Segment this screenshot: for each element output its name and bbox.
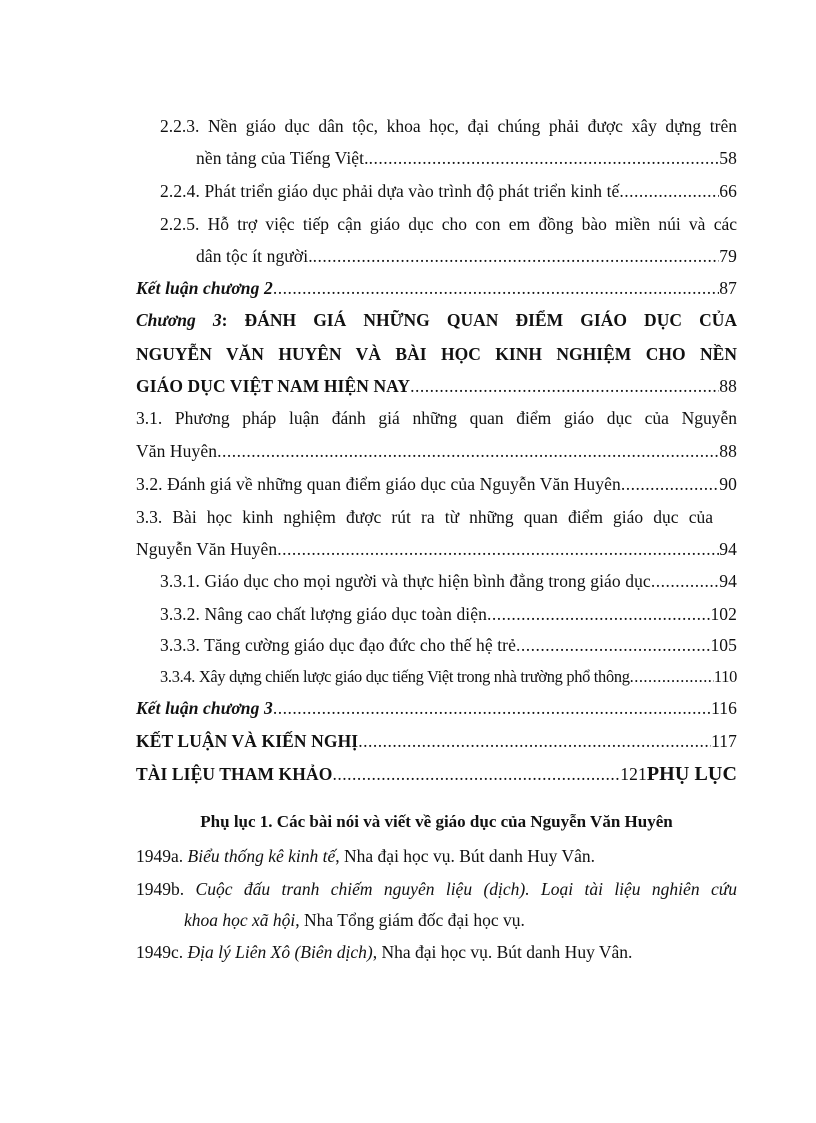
toc-entry-3-1-cont[interactable]: Văn Huyên ..... 88	[136, 440, 737, 462]
leader-dots	[619, 180, 719, 202]
leader-dots	[651, 570, 719, 592]
leader-dots	[332, 763, 620, 785]
appendix-item: 1949c. Địa lý Liên Xô (Biên dịch), Nha đại học vụ. Bút danh Huy Vân.	[136, 942, 633, 962]
leader-dots	[487, 603, 710, 625]
page-number: 94	[719, 571, 737, 591]
page-number: 121	[620, 764, 647, 784]
toc-entry-3-3-2[interactable]: 3.3.2. Nâng cao chất lượng giáo dục toàn diện ..... 102	[160, 603, 737, 625]
toc-chapter-3-line3[interactable]: GIÁO DỤC VIỆT NAM HIỆN NAY ..... 88	[136, 375, 737, 397]
toc-entry-conclusion-ch3[interactable]: Kết luận chương 3 ..... 116	[136, 697, 737, 719]
toc-entry-3-3[interactable]: 3.3. Bài học kinh nghiệm được rút ra từ những quan điểm giáo dục của	[136, 507, 713, 527]
toc-entry-3-3-4[interactable]: 3.3.4. Xây dựng chiến lược giáo dục tiếng Việt trong nhà trường phổ thông ..... 110	[160, 666, 737, 688]
page-number: 110	[713, 667, 737, 686]
toc-entry-references[interactable]: TÀI LIỆU THAM KHẢO ..... 121 PHỤ LỤC	[136, 763, 737, 785]
toc-entry-2-2-3[interactable]: 2.2.3. Nền giáo dục dân tộc, khoa học, đại chúng phải được xây dựng trên	[160, 116, 737, 136]
page-number: 87	[719, 278, 737, 298]
leader-dots	[369, 147, 720, 169]
toc-entry-2-2-5-cont[interactable]: dân tộc ít người. ..... 79	[196, 245, 737, 267]
leader-dots	[621, 473, 719, 495]
page-number: 117	[711, 731, 737, 751]
appendix-title: Phụ lục 1. Các bài nói và viết về giáo dục của Nguyễn Văn Huyên	[200, 812, 673, 831]
toc-chapter-3-line2[interactable]: NGUYỄN VĂN HUYÊN VÀ BÀI HỌC KINH NGHIỆM CHO NỀN	[136, 344, 737, 364]
toc-entry-conclusions[interactable]: KẾT LUẬN VÀ KIẾN NGHỊ ..... 117	[136, 730, 737, 752]
toc-entry-3-3-cont[interactable]: Nguyễn Văn Huyên ..... 94	[136, 538, 737, 560]
page-number: 105	[710, 635, 737, 655]
leader-dots	[217, 440, 719, 462]
leader-dots	[277, 538, 719, 560]
leader-dots	[410, 375, 719, 397]
toc-entry-conclusion-ch2[interactable]: Kết luận chương 2 ..... 87	[136, 277, 737, 299]
leader-dots	[630, 666, 714, 688]
page-number: 79	[719, 246, 737, 266]
appendix-item: 1949a. Biểu thống kê kinh tế, Nha đại học vụ. Bút danh Huy Vân.	[136, 846, 595, 866]
leader-dots	[273, 277, 719, 299]
appendix-item: 1949b. Cuộc đấu tranh chiếm nguyên liệu (dịch). Loại tài liệu nghiên cứu	[136, 879, 738, 899]
toc-entry-2-2-5[interactable]: 2.2.5. Hỗ trợ việc tiếp cận giáo dục cho con em đồng bào miền núi và các	[160, 214, 737, 234]
page-number: 66	[719, 181, 737, 201]
toc-entry-3-3-3[interactable]: 3.3.3. Tăng cường giáo dục đạo đức cho thế hệ trẻ ..... 105	[160, 634, 737, 656]
page-number: 58	[719, 148, 737, 168]
toc-entry-appendix: PHỤ LỤC	[646, 763, 737, 785]
page-number: 90	[719, 474, 737, 494]
leader-dots	[358, 730, 711, 752]
page-number: 94	[719, 539, 737, 559]
leader-dots	[313, 245, 720, 267]
page-number: 88	[719, 441, 737, 461]
appendix-item-cont: khoa học xã hội, Nha Tổng giám đốc đại học vụ.	[184, 910, 525, 930]
page-number: 102	[710, 604, 737, 624]
page-number: 116	[711, 698, 737, 718]
toc-entry-3-2[interactable]: 3.2. Đánh giá về những quan điểm giáo dục của Nguyễn Văn Huyên ..... 90	[136, 473, 737, 495]
toc-entry-2-2-3-cont[interactable]: nền tảng của Tiếng Việt. ..... 58	[196, 147, 737, 169]
toc-entry-3-1[interactable]: 3.1. Phương pháp luận đánh giá những quan điểm giáo dục của Nguyễn	[136, 408, 737, 428]
page-number: 88	[719, 376, 737, 396]
toc-entry-3-3-1[interactable]: 3.3.1. Giáo dục cho mọi người và thực hiện bình đẳng trong giáo dục ..... 94	[160, 570, 737, 592]
leader-dots	[516, 634, 710, 656]
toc-entry-2-2-4[interactable]: 2.2.4. Phát triển giáo dục phải dựa vào trình độ phát triển kinh tế ..... 66	[160, 180, 737, 202]
toc-chapter-3-line1[interactable]: Chương 3: ĐÁNH GIÁ NHỮNG QUAN ĐIỂM GIÁO DỤC CỦA	[136, 310, 737, 330]
leader-dots	[273, 697, 711, 719]
